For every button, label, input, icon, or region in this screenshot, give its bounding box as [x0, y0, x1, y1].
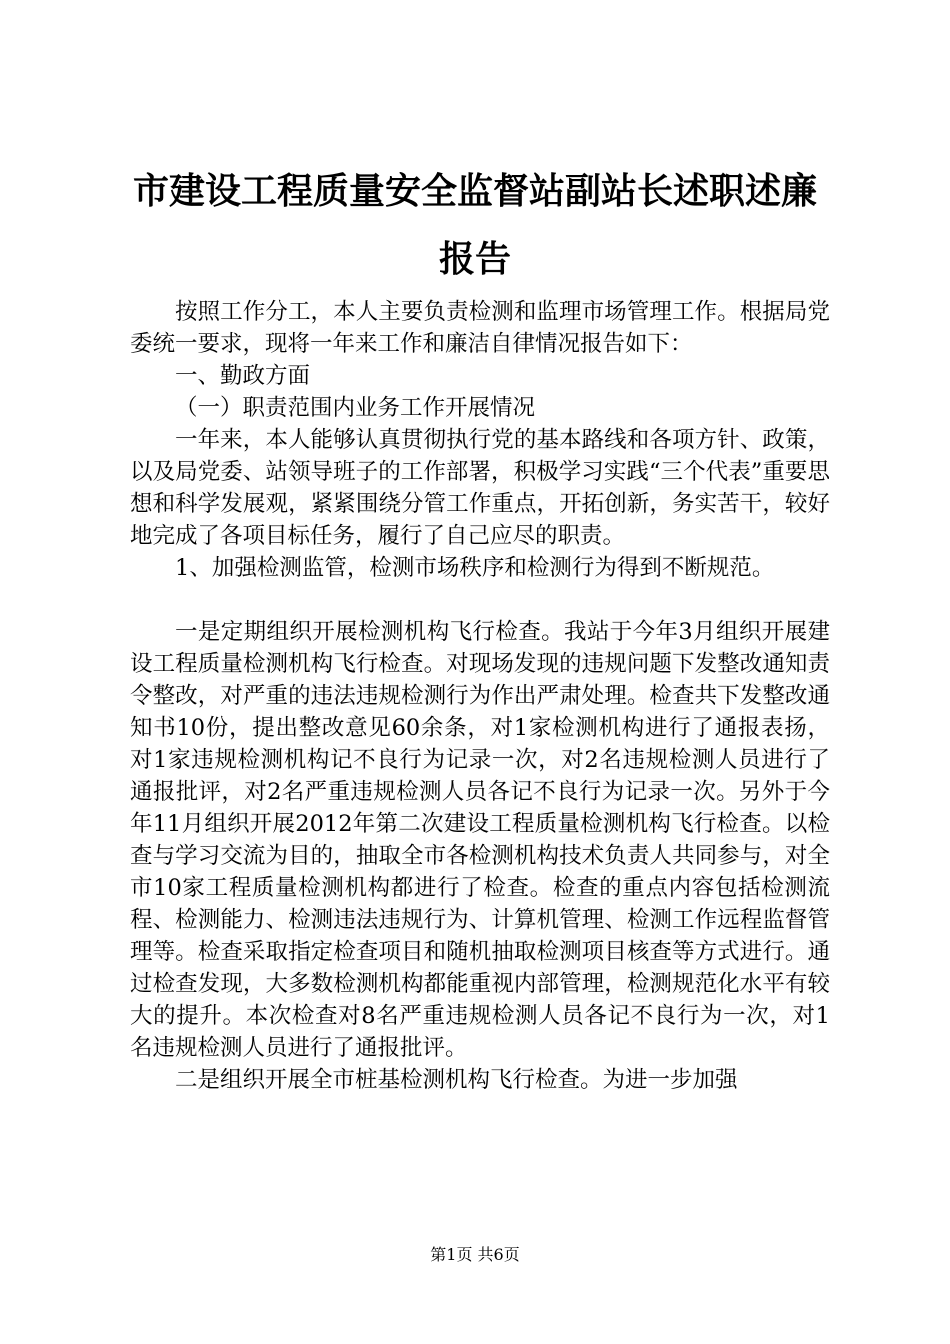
- body-paragraph: 二是组织开展全市桩基检测机构飞行检查。为进一步加强: [175, 1067, 738, 1093]
- subsection-heading: （一）职责范围内业务工作开展情况: [175, 395, 536, 421]
- body-paragraph: 一年来，本人能够认真贯彻执行党的基本路线和各项方针、政策，以及局党委、站领导班子的工作部署，积极学习实践“三个代表”重要思想和科学发展观，紧紧围绕分管工作重点，开拓创新，务实苦干，较好地完成了各项目标任务，履行了自己应尽的职责。: [130, 427, 830, 549]
- intro-paragraph: 按照工作分工，本人主要负责检测和监理市场管理工作。根据局党委统一要求，现将一年来工作和廉洁自律情况报告如下：: [130, 299, 830, 357]
- document-body: [130, 296, 830, 1096]
- item-heading: 1、加强检测监管，检测市场秩序和检测行为得到不断规范。: [175, 555, 775, 581]
- document-title: 市建设工程质量安全监督站副站长述职述廉报告: [132, 171, 817, 280]
- body-paragraph: 一是定期组织开展检测机构飞行检查。我站于今年3月组织开展建设工程质量检测机构飞行检查。对现场发现的违规问题下发整改通知责令整改，对严重的违法违规检测行为作出严肃处理。检查共下发整改通知书10份，提出整改意见60余条，对1家检测机构进行了通报表扬，对1家违规检测机构记不良行为记录一次，对2名违规检测人员进行了通报批评，对2名严重违规检测人员各记不良行为记录一次。另外于今年11月组织开展2012年第二次建设工程质量检测机构飞行检查。以检查与学习交流为目的，抽取全市各检测机构技术负责人共同参与，对全市10家工程质量检测机构都进行了检查。检查的重点内容包括检测流程、检测能力、检测违法违规行为、计算机管理、检测工作远程监督管理等。检查采取指定检查项目和随机抽取检测项目核查等方式进行。通过检查发现，大多数检测机构都能重视内部管理，检测规范化水平有较大的提升。本次检查对8名严重违规检测人员各记不良行为一次，对1名违规检测人员进行了通报批评。: [130, 619, 830, 1061]
- section-heading: 一、勤政方面: [175, 363, 311, 389]
- page-number-footer: 第1页 共6页: [430, 1245, 520, 1264]
